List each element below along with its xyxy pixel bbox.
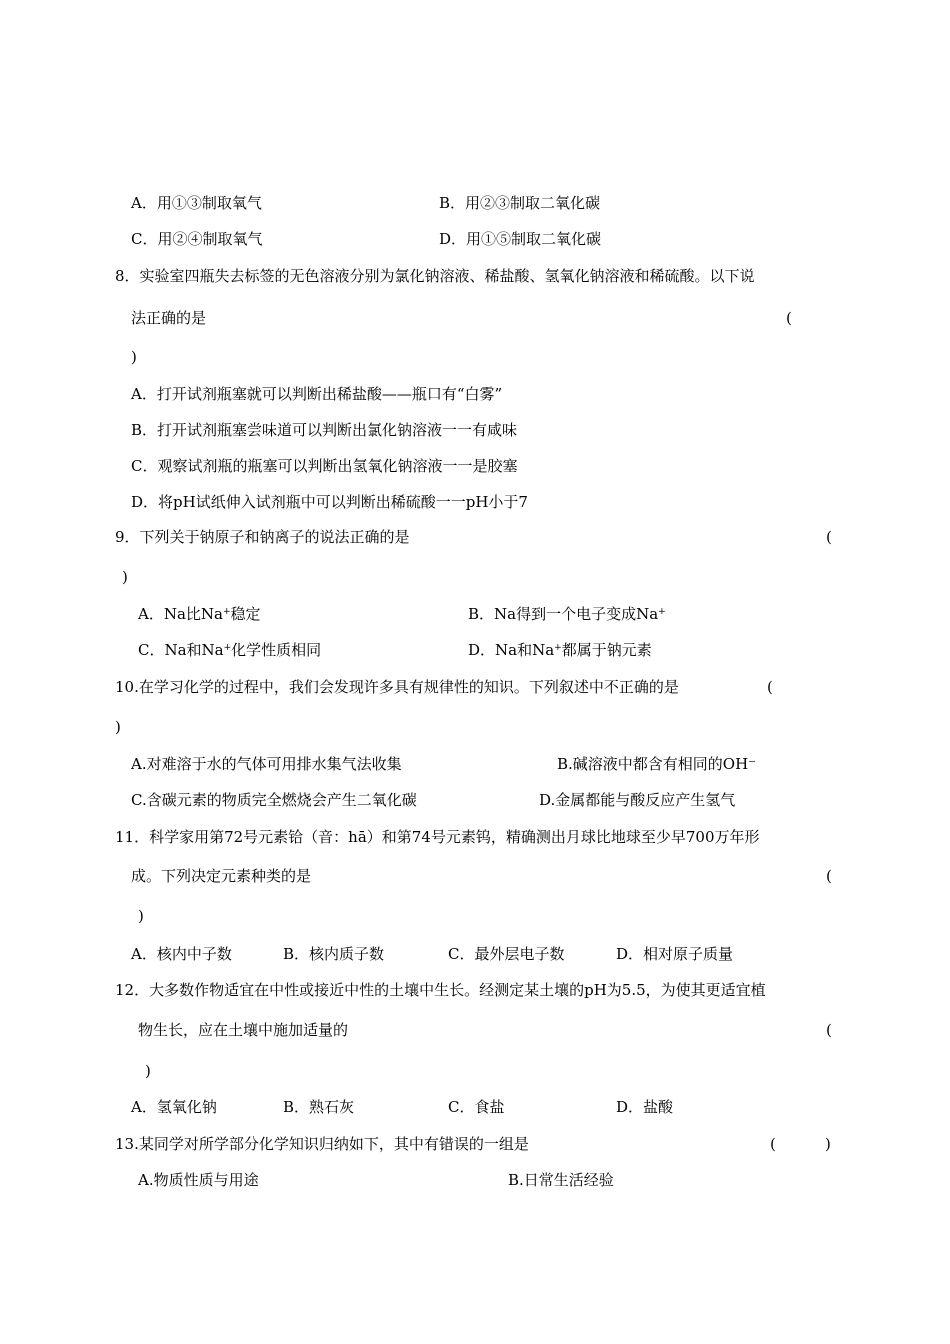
q10-answer-paren-open: ( xyxy=(767,678,773,696)
q8-answer-paren-close: ) xyxy=(131,348,137,366)
q8-stem-line-2: 法正确的是 xyxy=(131,309,207,327)
q10-option-a: A.对难溶于水的气体可用排水集气法收集 xyxy=(131,755,402,773)
q8-stem-line-1: 8．实验室四瓶失去标签的无色溶液分别为氯化钠溶液、稀盐酸、氢氧化钠溶液和稀硫酸。以下说 xyxy=(115,267,755,285)
q9-option-a: A．Na比Na+稳定 xyxy=(138,605,261,623)
q12-stem-line-2: 物生长，应在土壤中施加适量的 xyxy=(138,1021,349,1039)
q12-option-d: D．盐酸 xyxy=(616,1098,674,1116)
q13-answer-paren-open: ( xyxy=(770,1135,776,1153)
q12-stem-line-1: 12．大多数作物适宜在中性或接近中性的土壤中生长。经测定某土壤的pH为5.5，为使其更适宜植 xyxy=(115,981,766,999)
q11-option-a: A．核内中子数 xyxy=(131,945,232,963)
q9-option-c: C．Na和Na+化学性质相同 xyxy=(138,641,322,659)
q12-option-a: A．氢氧化钠 xyxy=(131,1098,217,1116)
q8-option-b: B．打开试剂瓶塞尝味道可以判断出氯化钠溶液一一有咸味 xyxy=(131,421,518,439)
q8-option-a: A．打开试剂瓶塞就可以判断出稀盐酸——瓶口有“白雾” xyxy=(131,385,503,403)
q7-option-b: B．用②③制取二氧化碳 xyxy=(439,194,601,212)
q11-answer-paren-open: ( xyxy=(826,867,832,885)
q10-option-d: D.金属都能与酸反应产生氢气 xyxy=(539,791,736,809)
q9-option-b: B．Na得到一个电子变成Na+ xyxy=(468,605,666,623)
q7-option-a: A．用①③制取氧气 xyxy=(131,194,262,212)
q9-option-d: D．Na和Na+都属于钠元素 xyxy=(468,641,652,659)
q9-stem: 9．下列关于钠原子和钠离子的说法正确的是 xyxy=(115,528,410,546)
q12-option-b: B．熟石灰 xyxy=(283,1098,355,1116)
q10-stem: 10.在学习化学的过程中，我们会发现许多具有规律性的知识。下列叙述中不正确的是 xyxy=(115,678,679,696)
q12-answer-paren-open: ( xyxy=(826,1021,832,1039)
q13-option-b: B.日常生活经验 xyxy=(508,1171,614,1189)
q12-answer-paren-close: ) xyxy=(145,1062,151,1080)
q7-option-c: C．用②④制取氧气 xyxy=(131,230,263,248)
q13-option-a: A.物质性质与用途 xyxy=(138,1171,259,1189)
q10-option-c: C.含碳元素的物质完全燃烧会产生二氧化碳 xyxy=(131,791,417,809)
q11-option-d: D．相对原子质量 xyxy=(616,945,734,963)
q10-option-b: B.碱溶液中都含有相同的OH⁻ xyxy=(557,755,757,773)
q11-option-c: C．最外层电子数 xyxy=(448,945,565,963)
q13-stem: 13.某同学对所学部分化学知识归纳如下，其中有错误的一组是 xyxy=(115,1135,529,1153)
q9-answer-paren-open: ( xyxy=(826,528,832,546)
q11-answer-paren-close: ) xyxy=(138,907,144,925)
q10-answer-paren-close: ) xyxy=(115,718,121,736)
q7-option-d: D．用①⑤制取二氧化碳 xyxy=(439,230,602,248)
q8-option-d: D．将pH试纸伸入试剂瓶中可以判断出稀硫酸一一pH小于7 xyxy=(131,493,528,511)
q11-option-b: B．核内质子数 xyxy=(283,945,385,963)
q11-stem-line-2: 成。下列决定元素种类的是 xyxy=(131,867,312,885)
q8-option-c: C．观察试剂瓶的瓶塞可以判断出氢氧化钠溶液一一是胶塞 xyxy=(131,457,518,475)
q11-stem-line-1: 11．科学家用第72号元素铪（音：hā）和第74号元素钨，精确测出月球比地球至少早700万年形 xyxy=(115,828,760,846)
q8-answer-paren-open: ( xyxy=(786,309,792,327)
q13-answer-paren-close: ) xyxy=(825,1135,831,1153)
q9-answer-paren-close: ) xyxy=(122,568,128,586)
q12-option-c: C．食盐 xyxy=(448,1098,505,1116)
